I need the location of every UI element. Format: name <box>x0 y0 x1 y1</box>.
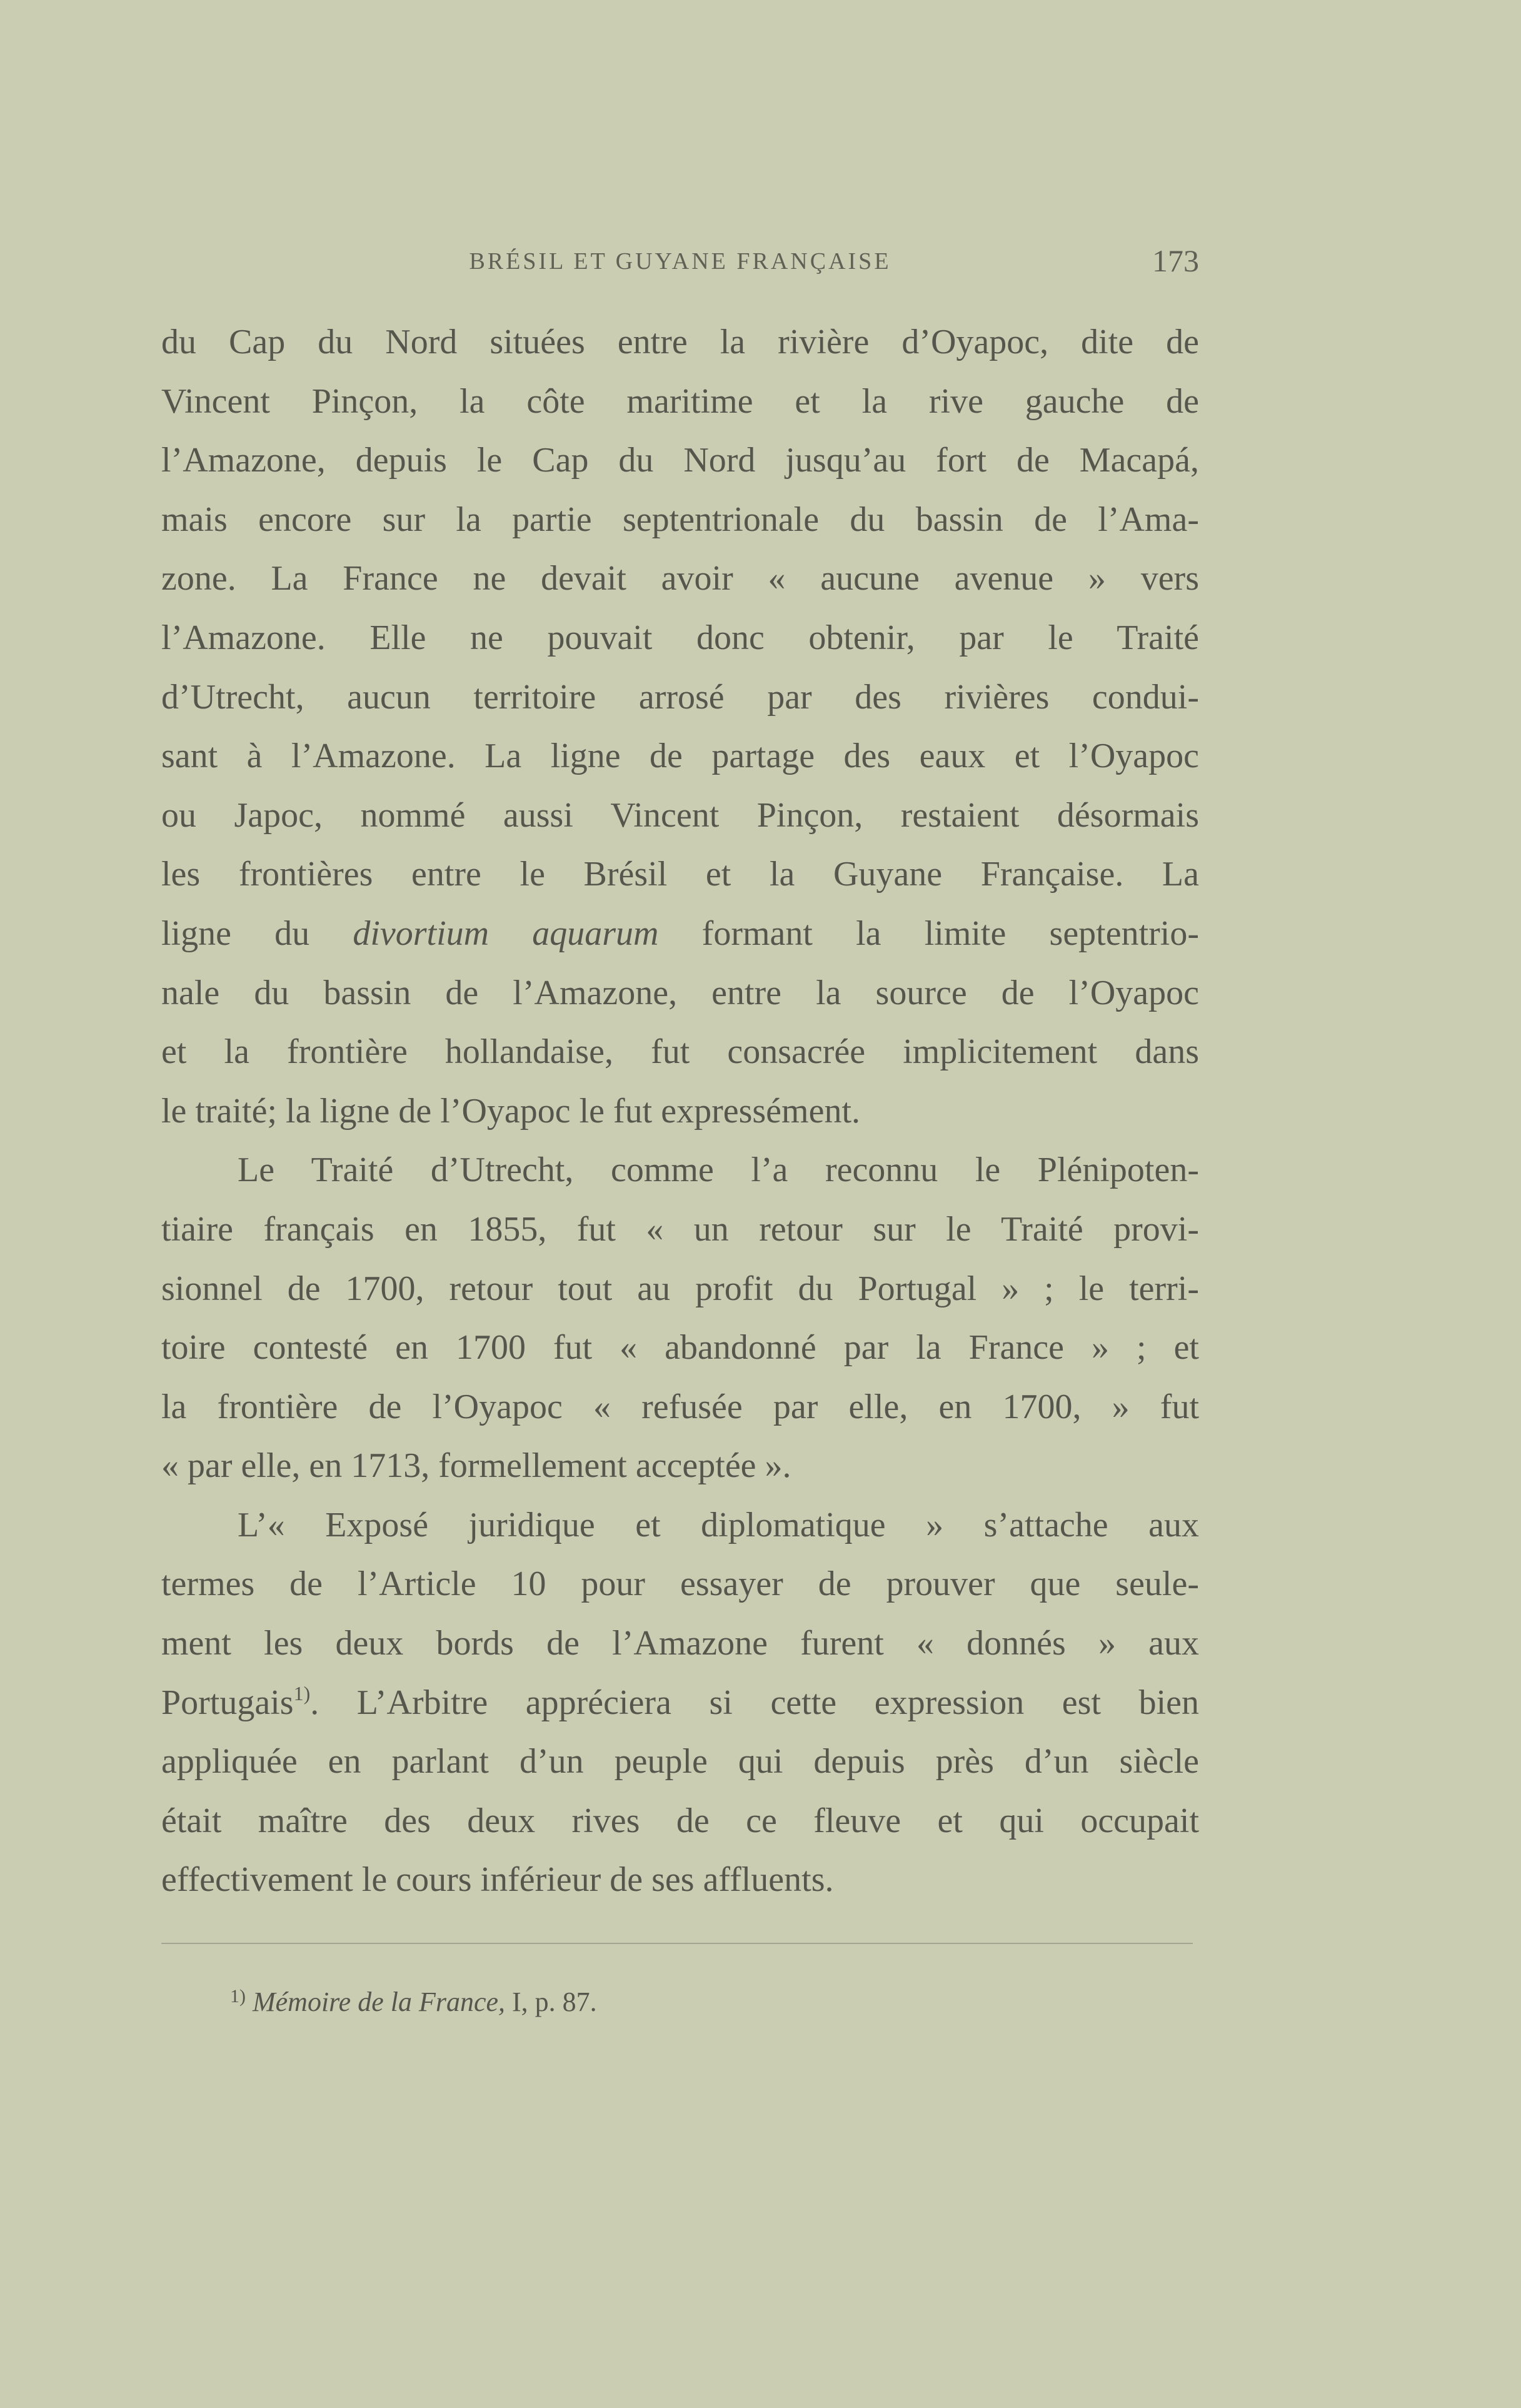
text-line: et la frontière hollandaise, fut consacrée implicitement dans <box>161 1032 1199 1072</box>
text-run: . L’Arbitre appréciera si cette expression est bien <box>310 1683 1199 1722</box>
text-line: ou Japoc, nommé aussi Vincent Pinçon, restaient désormais <box>161 795 1199 835</box>
text-run: ligne du <box>161 914 353 953</box>
text-run: Portugais <box>161 1683 294 1722</box>
text-line: termes de l’Article 10 pour essayer de prouver que seule- <box>161 1564 1199 1604</box>
footnote-citation-ref: I, p. 87. <box>505 1987 597 2017</box>
text-line: ment les deux bords de l’Amazone furent « donnés » aux <box>161 1624 1199 1663</box>
footnote-marker: 1) <box>230 1986 246 2007</box>
text-line: l’Amazone. Elle ne pouvait donc obtenir, par le Traité <box>161 618 1199 657</box>
text-line: Le Traité d’Utrecht, comme l’a reconnu le Plénipoten- <box>238 1151 1199 1190</box>
footnote <box>230 1986 597 2018</box>
text-line: était maître des deux rives de ce fleuve et qui occupait <box>161 1801 1199 1840</box>
text-line: le traité; la ligne de l’Oyapoc le fut expressément. <box>161 1091 861 1131</box>
text-line <box>161 904 1199 964</box>
text-line: d’Utrecht, aucun territoire arrosé par des rivières condui- <box>161 677 1199 717</box>
text-line: l’Amazone, depuis le Cap du Nord jusqu’au fort de Macapá, <box>161 441 1199 480</box>
text-line: sionnel de 1700, retour tout au profit du Portugal » ; le terri- <box>161 1269 1199 1308</box>
running-head <box>161 243 1199 286</box>
footnote-citation-title: Mémoire de la France, <box>253 1987 506 2017</box>
text-line: sant à l’Amazone. La ligne de partage des eaux et l’Oyapoc <box>161 737 1199 776</box>
text-line: effectivement le cours inférieur de ses affluents. <box>161 1860 834 1900</box>
text-line: du Cap du Nord situées entre la rivière d’Oyapoc, dite de <box>161 323 1199 361</box>
text-line: appliquée en parlant d’un peuple qui depuis près d’un siècle <box>161 1742 1199 1781</box>
text-line: L’« Exposé juridique et diplomatique » s’attache aux <box>238 1505 1199 1544</box>
body-text <box>161 313 1199 1910</box>
text-line: « par elle, en 1713, formellement acceptée ». <box>161 1446 791 1486</box>
footnote-divider <box>161 1943 1193 1944</box>
text-line: la frontière de l’Oyapoc « refusée par elle, en 1700, » fut <box>161 1387 1199 1426</box>
text-line: Vincent Pinçon, la côte maritime et la rive gauche de <box>161 381 1199 421</box>
text-line: toire contesté en 1700 fut « abandonné par la France » ; et <box>161 1328 1199 1368</box>
text-line: mais encore sur la partie septentrionale du bassin de l’Ama- <box>161 500 1199 539</box>
text-line <box>161 1673 1199 1733</box>
text-line: zone. La France ne devait avoir « aucune avenue » vers <box>161 559 1199 598</box>
footnote-reference: 1) <box>293 1681 311 1705</box>
text-line: les frontières entre le Brésil et la Guyane Française. La <box>161 855 1199 894</box>
text-line: nale du bassin de l’Amazone, entre la source de l’Oyapoc <box>161 973 1199 1012</box>
italic-phrase: divortium aquarum <box>353 914 659 953</box>
text-run: formant la limite septentrio- <box>658 914 1199 953</box>
text-line: tiaire français en 1855, fut « un retour sur le Traité provi- <box>161 1209 1199 1249</box>
page-number: 173 <box>1152 243 1199 278</box>
running-head-title: BRÉSIL ET GUYANE FRANÇAISE <box>469 248 891 275</box>
